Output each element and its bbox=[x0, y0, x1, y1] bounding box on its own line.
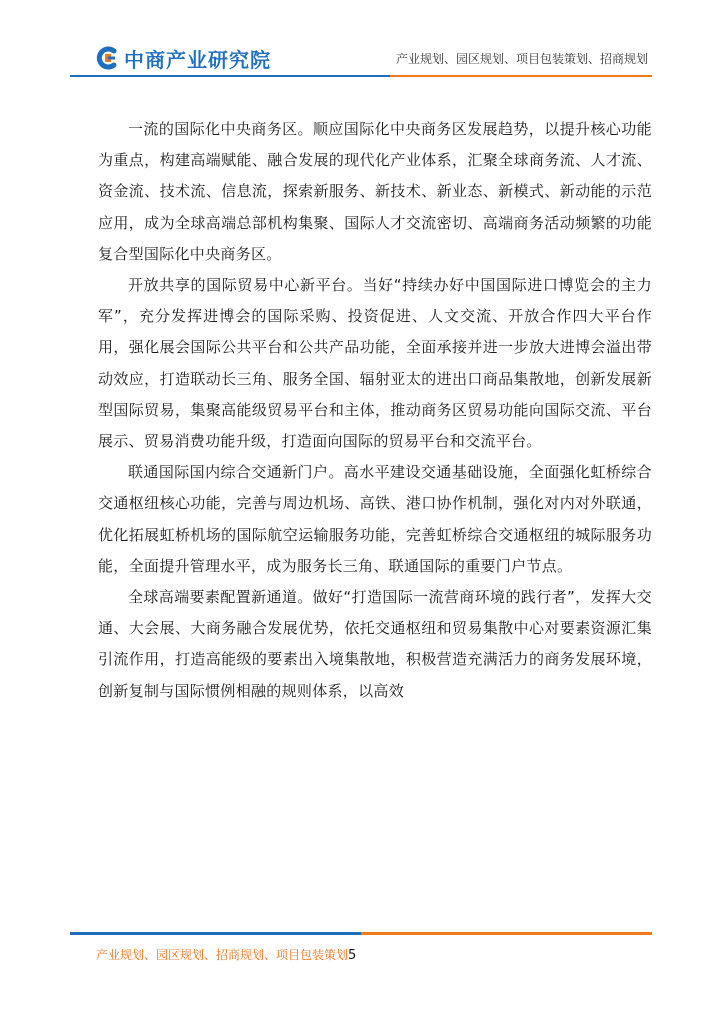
paragraph-factor-channel: 全球高端要素配置新通道。做好“打造国际一流营商环境的践行者”，发挥大交通、大会展、大商务融合发展优势，依托交通枢纽和贸易集散中心对要素资源汇集引流作用，打造高能级的要素出入境集散地，积极营造充满活力的商务发展环境，创新复制与国际惯例相融的规则体系，以高效 bbox=[98, 588, 652, 700]
paragraph-transport-gateway: 联通国际国内综合交通新门户。高水平建设交通基础设施，全面强化虹桥综合交通枢纽核心功能，完善与周边机场、高铁、港口协作机制，强化对内对外联通，优化拓展虹桥机场的国际航空运输服务功能，完善虹桥综合交通枢纽的城际服务功能，全面提升管理水平，成为服务长三角、联通国际的重要门户节点。 bbox=[98, 463, 652, 575]
page-number: 5 bbox=[348, 948, 357, 963]
page-header bbox=[0, 0, 724, 80]
header-tagline: 产业规划、园区规划、项目包装策划、招商规划 bbox=[395, 52, 648, 66]
paragraph-cbd: 一流的国际化中央商务区。顺应国际化中央商务区发展趋势，以提升核心功能为重点，构建高端赋能、融合发展的现代化产业体系，汇聚全球商务流、人才流、资金流、技术流、信息流，探索新服务、新技术、新业态、新模式、新动能的示范应用，成为全球高端总部机构集聚、国际人才交流密切、高端商务活动频繁的功能复合型国际化中央商务区。 bbox=[98, 120, 652, 263]
page-footer bbox=[96, 946, 356, 963]
paragraph-trade-center: 开放共享的国际贸易中心新平台。当好“持续办好中国国际进口博览会的主力军”，充分发挥进博会的国际采购、投资促进、人文交流、开放合作四大平台作用，强化展会国际公共平台和公共产品功能，全面承接并进一步放大进博会溢出带动效应，打造联动长三角、服务全国、辐射亚太的进出口商品集散地，创新发展新型国际贸易，集聚高能级贸易平台和主体，推动商务区贸易功能向国际交流、平台展示、贸易消费功能升级，打造面向国际的贸易平台和交流平台。 bbox=[98, 276, 652, 451]
document-body bbox=[98, 114, 652, 707]
company-logo-icon bbox=[94, 45, 120, 71]
footer-divider bbox=[70, 932, 652, 935]
company-logo bbox=[94, 44, 271, 72]
header-divider bbox=[70, 75, 652, 77]
footer-text: 产业规划、园区规划、招商规划、项目包装策划 bbox=[96, 948, 349, 962]
logo-text: 中商产业研究院 bbox=[124, 47, 271, 72]
